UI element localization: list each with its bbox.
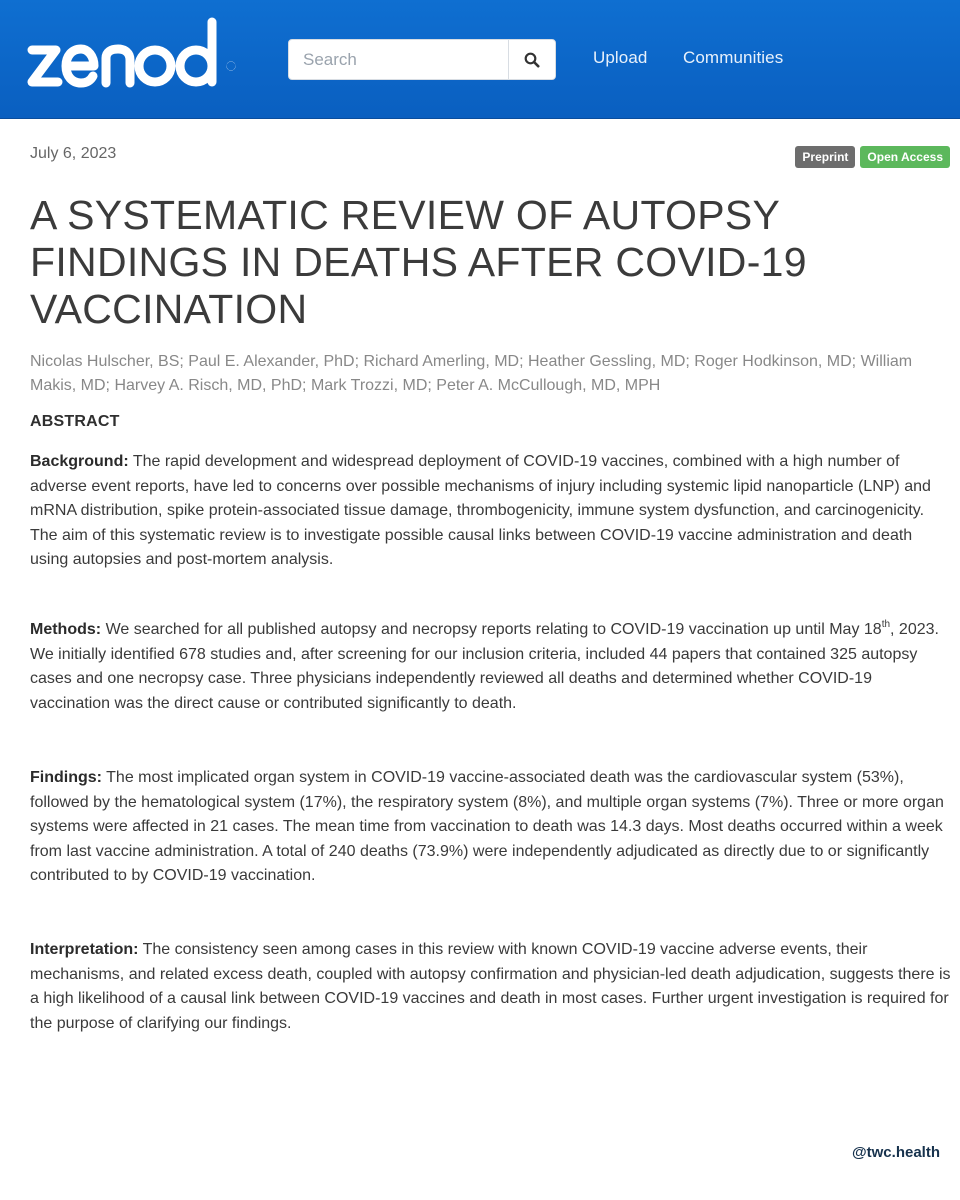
open-access-badge: Open Access	[860, 146, 950, 168]
findings-text: The most implicated organ system in COVID-19 vaccine-associated death was the cardiovascular system (53%), followed by the hematological system (17%), the respiratory system (8%), and multiple organ systems (7%). Three or more organ systems were affected in 21 cases. The mean time from vaccination to death was 14.3 days. Most deaths occurred within a week from last vaccine administration. A total of 240 deaths (73.9%) were independently adjudicated as directly due to or significantly contributed to by COVID-19 vaccination.	[30, 769, 944, 884]
findings-label: Findings:	[30, 769, 102, 786]
nav-communities[interactable]: Communities	[683, 48, 784, 67]
publication-date: July 6, 2023	[30, 145, 117, 162]
abstract-background	[30, 450, 952, 573]
abstract-methods	[30, 618, 952, 716]
interpretation-label: Interpretation:	[30, 941, 139, 958]
nav-upload[interactable]: Upload	[593, 48, 648, 67]
preprint-badge: Preprint	[795, 146, 855, 168]
search-input[interactable]	[289, 40, 510, 79]
author-list: Nicolas Hulscher, BS; Paul E. Alexander, PhD; Richard Amerling, MD; Heather Gessling, MD; Roger Hodkinson, MD; William Makis, MD; Harvey A. Risch, MD, PhD; Mark Trozzi, MD; Peter A. McCullough, MD, MPH	[30, 353, 913, 394]
background-text: The rapid development and widespread deployment of COVID-19 vaccines, combined with a high number of adverse event reports, have led to concerns over possible mechanisms of injury including systemic lipid nanoparticle (LNP) and mRNA distribution, spike protein-associated tissue damage, thrombogenicity, immune system dysfunction, and carcinogenicity. The aim of this systematic review is to investigate possible causal links between COVID-19 vaccine administration and death using autopsies and post-mortem analysis.	[30, 453, 931, 568]
abstract-interpretation	[30, 938, 952, 1036]
abstract-findings	[30, 766, 952, 889]
search-button[interactable]	[508, 40, 555, 79]
methods-text-start: We searched for all published autopsy and necropsy reports relating to COVID-19 vaccination up until May 18	[105, 621, 882, 638]
methods-superscript: th	[881, 618, 891, 630]
search-box	[288, 39, 556, 80]
methods-text-end: , 2023. We initially identified 678 studies and, after screening for our inclusion criteria, included 44 papers that contained 325 autopsy cases and one necropsy case. Three physicians independently reviewed all deaths and determined whether COVID-19 vaccination was the direct cause or contributed significantly to death.	[30, 621, 939, 712]
search-icon	[524, 52, 540, 68]
interpretation-text: The consistency seen among cases in this review with known COVID-19 vaccine adverse events, their mechanisms, and related excess death, coupled with autopsy confirmation and physician-led death adjudication, suggests there is a high likelihood of a causal link between COVID-19 vaccines and death in most cases. Further urgent investigation is required for the purpose of clarifying our findings.	[30, 941, 951, 1032]
zenodo-logo-image	[26, 16, 242, 92]
record-title: A SYSTEMATIC REVIEW OF AUTOPSY FINDINGS IN DEATHS AFTER COVID-19 VACCINATION	[30, 192, 807, 332]
top-navbar	[0, 0, 960, 119]
methods-label: Methods:	[30, 621, 102, 638]
social-handle: @twc.health	[852, 1144, 940, 1161]
background-label: Background:	[30, 453, 129, 470]
abstract-heading: ABSTRACT	[30, 413, 120, 430]
record-badges	[795, 146, 950, 168]
